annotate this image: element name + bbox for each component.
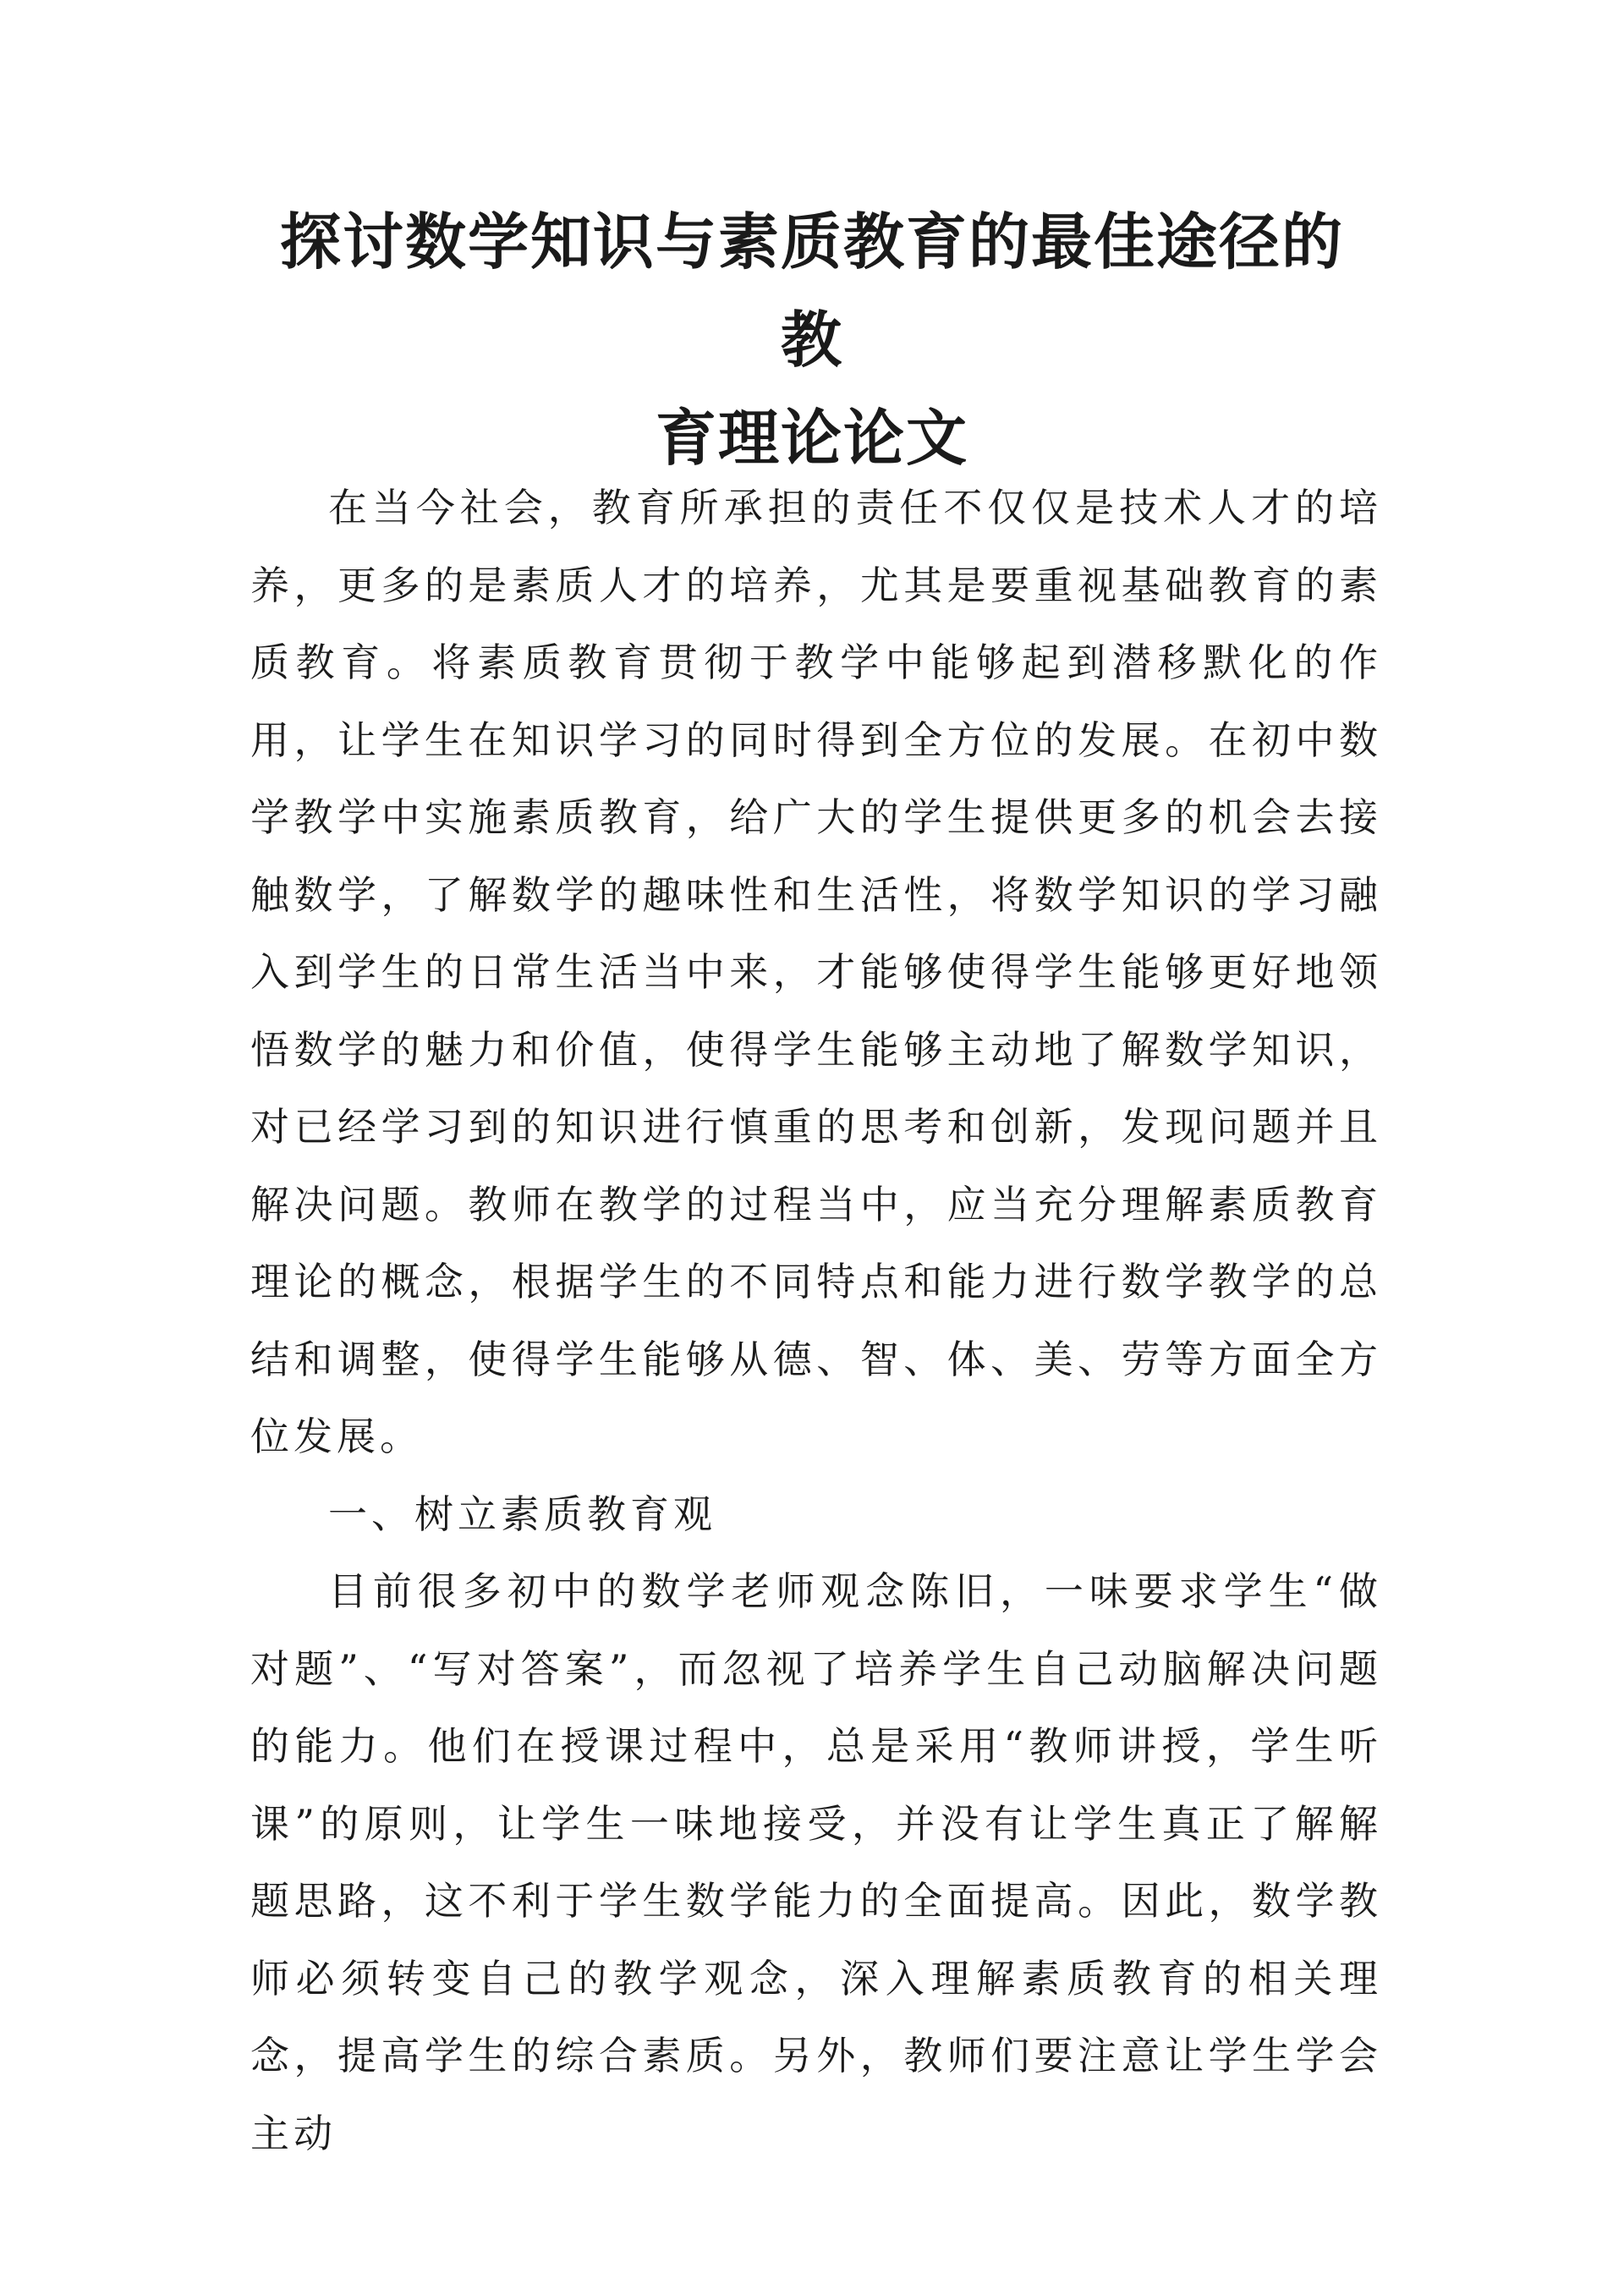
- title-line-2: 育理论论文: [655, 403, 968, 474]
- section-heading: 一、树立素质教育观: [328, 1491, 716, 1537]
- paragraph-intro: 在当今社会，教育所承担的责任不仅仅是技术人才的培养，更多的是素质人才的培养，尤其是要重视基础教育的素质教育。将素质教育贯彻于教学中能够起到潜移默化的作用，让学生在知识学习的同时得到全方位的发展。在初中数学教学中实施素质教育，给广大的学生提供更多的机会去接触数学，了解数学的趣味性和生活性，将数学知识的学习融入到学生的日常生活当中来，才能够使得学生能够更好地领悟数学的魅力和价值，使得学生能够主动地了解数学知识，对已经学习到的知识进行慎重的思考和创新，发现问题并且解决问题。教师在教学的过程当中，应当充分理解素质教育理论的概念，根据学生的不同特点和能力进行数学教学的总结和调整，使得学生能够从德、智、体、美、劳等方面全方位发展。: [250, 485, 1382, 1459]
- document-body: [250, 469, 1382, 2172]
- paragraph-section-1: 目前很多初中的数学老师观念陈旧，一味要求学生“做对题”、“写对答案”，而忽视了培养学生自己动脑解决问题的能力。他们在授课过程中，总是采用“教师讲授，学生听课”的原则，让学生一味地接受，并没有让学生真正了解解题思路，这不利于学生数学能力的全面提高。因此，数学教师必须转变自己的教学观念，深入理解素质教育的相关理念，提高学生的综合素质。另外，教师们要注意让学生学会主动: [250, 1568, 1382, 2156]
- document-title: [254, 193, 1370, 487]
- title-line-1: 探讨数学知识与素质教育的最佳途径的教: [279, 206, 1344, 376]
